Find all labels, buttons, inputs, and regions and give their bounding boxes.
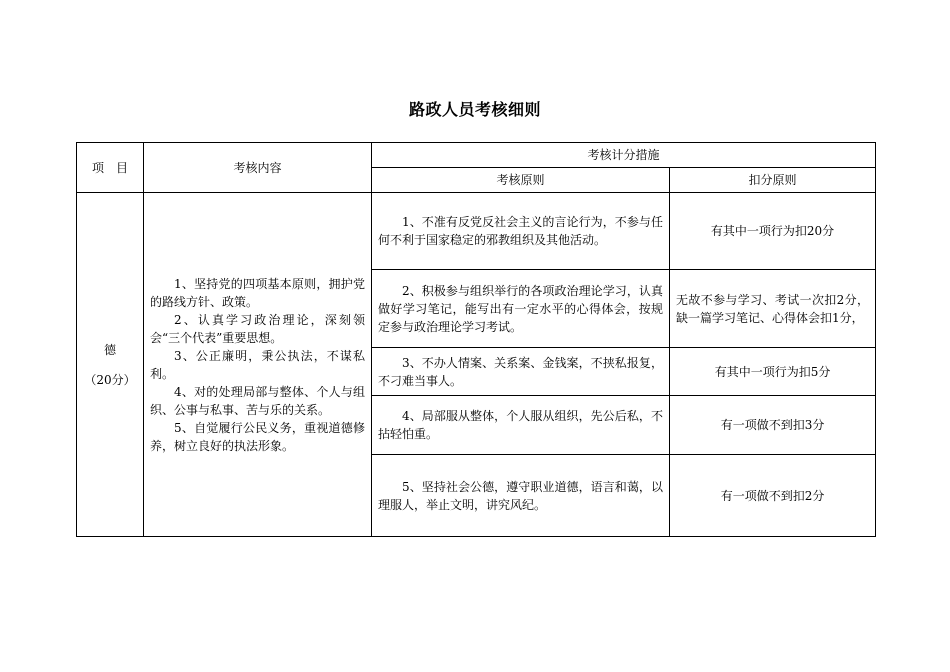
- header-deduction: 扣分原则: [670, 168, 876, 193]
- content-item: 3、公正廉明，秉公执法，不谋私利。: [150, 348, 365, 381]
- principle-cell: 1、不准有反党反社会主义的言论行为，不参与任何不利于国家稳定的邪教组织及其他活动。: [372, 193, 670, 270]
- deduction-cell: 有其中一项行为扣20分: [670, 193, 876, 270]
- assessment-table: [76, 142, 876, 537]
- header-measures: 考核计分措施: [372, 143, 876, 168]
- header-principle: 考核原则: [372, 168, 670, 193]
- category-name: 德: [103, 342, 116, 357]
- deduction-cell: 有一项做不到扣2分: [670, 455, 876, 537]
- content-item: 4、对的处理局部与整体、个人与组织、公事与私事、苦与乐的关系。: [150, 384, 365, 417]
- content-item: 5、自觉履行公民义务，重视道德修养，树立良好的执法形象。: [150, 420, 365, 453]
- content-item: 2、认真学习政治理论，深刻领会“三个代表”重要思想。: [150, 312, 365, 345]
- header-content: 考核内容: [144, 143, 372, 193]
- deduction-cell: 有其中一项行为扣5分: [670, 348, 876, 396]
- content-item: 1、坚持党的四项基本原则，拥护党的路线方针、政策。: [150, 276, 365, 309]
- principle-cell: 3、不办人情案、关系案、金钱案，不挟私报复，不刁难当事人。: [372, 348, 670, 396]
- header-item: 项 目: [77, 143, 144, 193]
- content-cell: [144, 193, 372, 537]
- principle-cell: 4、局部服从整体，个人服从组织，先公后私，不拈轻怕重。: [372, 396, 670, 455]
- page-title: 路政人员考核细则: [408, 100, 541, 119]
- principle-cell: 5、坚持社会公德，遵守职业道德，语言和蔼，以理服人，举止文明，讲究风纪。: [372, 455, 670, 537]
- category-score: （20分）: [84, 372, 136, 387]
- deduction-cell: 有一项做不到扣3分: [670, 396, 876, 455]
- principle-cell: 2、积极参与组织举行的各项政治理论学习，认真做好学习笔记，能写出有一定水平的心得体会，按规定参与政治理论学习考试。: [372, 270, 670, 348]
- deduction-cell: 无故不参与学习、考试一次扣2分，缺一篇学习笔记、心得体会扣1分，: [670, 270, 876, 348]
- category-cell: [77, 193, 144, 537]
